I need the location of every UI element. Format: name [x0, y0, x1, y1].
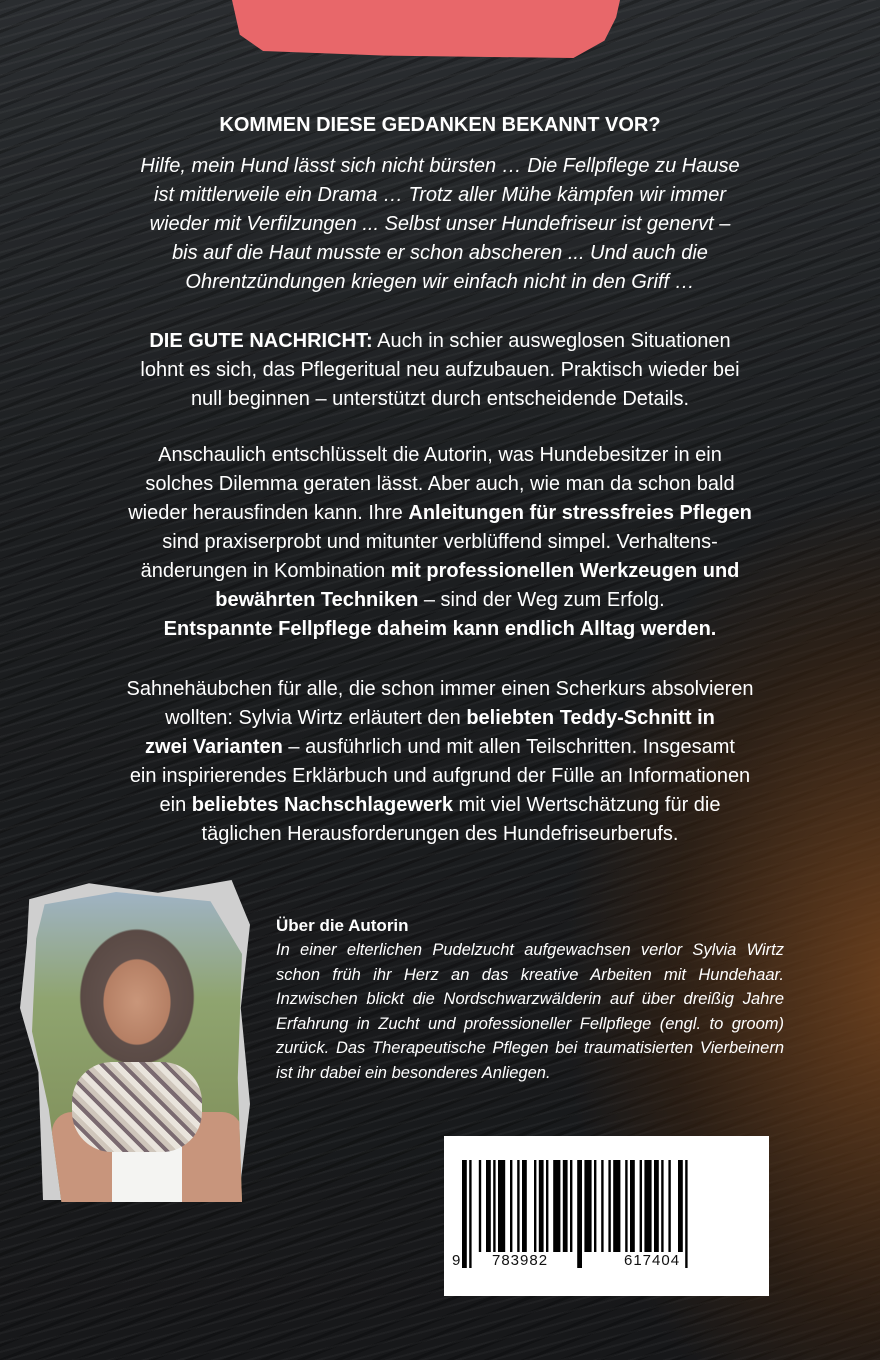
bonus-line: wollten: Sylvia Wirtz erläutert den	[165, 707, 467, 729]
barcode-bar	[539, 1160, 544, 1252]
description-bold: Entspannte Fellpflege daheim kann endlich Alltag werden.	[163, 618, 717, 640]
barcode-bar	[640, 1160, 642, 1252]
good-news-line: Auch in schier ausweglosen Situationen	[372, 330, 731, 352]
bonus-line: täglichen Herausforderungen des Hundefriseurberufs.	[201, 823, 679, 845]
barcode-bar	[584, 1160, 591, 1252]
barcode-bar	[594, 1160, 596, 1252]
intro-line: Ohrentzündungen kriegen wir einfach nicht in den Griff …	[185, 271, 695, 293]
description-bold: mit professionellen Werkzeugen und	[390, 560, 740, 582]
description-line: Anschaulich entschlüsselt die Autorin, was Hundebesitzer in ein	[158, 444, 722, 466]
barcode-bar	[479, 1160, 481, 1252]
barcode-bar	[661, 1160, 663, 1252]
barcode-bar	[654, 1160, 659, 1252]
barcode-bar	[498, 1160, 505, 1252]
bonus-bold: beliebtes Nachschlagewerk	[191, 794, 453, 816]
bonus-paragraph	[96, 675, 784, 849]
bonus-line: mit viel Wertschätzung für die	[452, 794, 721, 816]
about-author-text: In einer elterlichen Pudelzucht aufgewachsen verlor Sylvia Wirtz schon früh ihr Herz an das kreative Arbeiten mit Hundehaar. Inzwischen blickt die Nordschwarzwälderin auf über dreißig Jahre Erfahrung in Zucht und professioneller Fellpflege (engl. to groom) zurück. Das Therapeutische Pflegen bei traumatisierten Vierbeinern ist ihr dabei ein besonderes Anliegen.	[276, 941, 784, 1082]
bonus-line: ein inspirierendes Erklärbuch und aufgrund der Fülle an Informationen	[129, 765, 751, 787]
barcode-bar	[644, 1160, 651, 1252]
barcode-bar	[625, 1160, 627, 1252]
barcode-group-2: 617404	[624, 1252, 681, 1269]
good-news-paragraph	[96, 327, 784, 414]
barcode-bar	[570, 1160, 572, 1252]
decorative-brush-stroke	[232, 0, 620, 58]
barcode-bar	[678, 1160, 683, 1252]
bonus-line: – ausführlich und mit allen Teilschritten. Insgesamt	[282, 736, 735, 758]
barcode-bar	[563, 1160, 568, 1252]
photo-scarf	[72, 1062, 202, 1152]
barcode-bar	[601, 1160, 603, 1252]
barcode-bar	[553, 1160, 560, 1252]
description-line: wieder herausfinden kann. Ihre	[128, 502, 409, 524]
bonus-bold: zwei Varianten	[145, 736, 283, 758]
good-news-line: null beginnen – unterstützt durch entscheidende Details.	[190, 388, 690, 410]
intro-line: ist mittlerweile ein Drama … Trotz aller Mühe kämpfen wir immer	[154, 184, 726, 206]
barcode-bar	[613, 1160, 620, 1252]
barcode-bar	[685, 1160, 687, 1268]
isbn-barcode	[444, 1136, 769, 1296]
barcode-bar	[546, 1160, 548, 1252]
bonus-line: Sahnehäubchen für alle, die schon immer einen Scherkurs absolvieren	[126, 678, 754, 700]
barcode-bar	[522, 1160, 527, 1252]
good-news-label: DIE GUTE NACHRICHT:	[149, 330, 373, 352]
intro-line: Hilfe, mein Hund lässt sich nicht bürsten … Die Fellpflege zu Hause	[140, 155, 740, 177]
good-news-line: lohnt es sich, das Pflegeritual neu aufzubauen. Praktisch wieder bei	[140, 359, 740, 381]
intro-line: bis auf die Haut musste er schon abscheren ... Und auch die	[172, 242, 708, 264]
barcode-group-1: 783982	[492, 1252, 549, 1269]
headline: KOMMEN DIESE GEDANKEN BEKANNT VOR?	[219, 114, 661, 136]
barcode-bar	[462, 1160, 467, 1268]
barcode-bar	[608, 1160, 610, 1252]
author-photo	[32, 892, 242, 1202]
description-bold: Anleitungen für stressfreies Pflegen	[408, 502, 752, 524]
barcode-bar	[577, 1160, 582, 1268]
description-line: sind praxiserprobt und mitunter verblüffend simpel. Verhaltens-	[162, 531, 718, 553]
barcode-digit-first: 9	[452, 1252, 462, 1269]
description-line: solches Dilemma geraten lässt. Aber auch, wie man da schon bald	[145, 473, 735, 495]
description-bold: bewährten Techniken	[215, 589, 419, 611]
about-author-title: Über die Autorin	[276, 916, 409, 935]
barcode-bar	[668, 1160, 670, 1252]
barcode-bar	[517, 1160, 519, 1252]
bonus-line: ein	[159, 794, 192, 816]
barcode-bar	[493, 1160, 495, 1252]
description-line: änderungen in Kombination	[140, 560, 391, 582]
intro-line: wieder mit Verfilzungen ... Selbst unser Hundefriseur ist genervt –	[149, 213, 731, 235]
barcode-bar	[534, 1160, 536, 1252]
barcode-bar	[510, 1160, 512, 1252]
barcode-bar	[630, 1160, 635, 1252]
bonus-bold: beliebten Teddy-Schnitt in	[466, 707, 715, 729]
barcode-bar	[469, 1160, 471, 1268]
description-paragraph	[96, 441, 784, 644]
barcode-bar	[486, 1160, 491, 1252]
intro-paragraph	[96, 152, 784, 297]
description-line: – sind der Weg zum Erfolg.	[418, 589, 665, 611]
